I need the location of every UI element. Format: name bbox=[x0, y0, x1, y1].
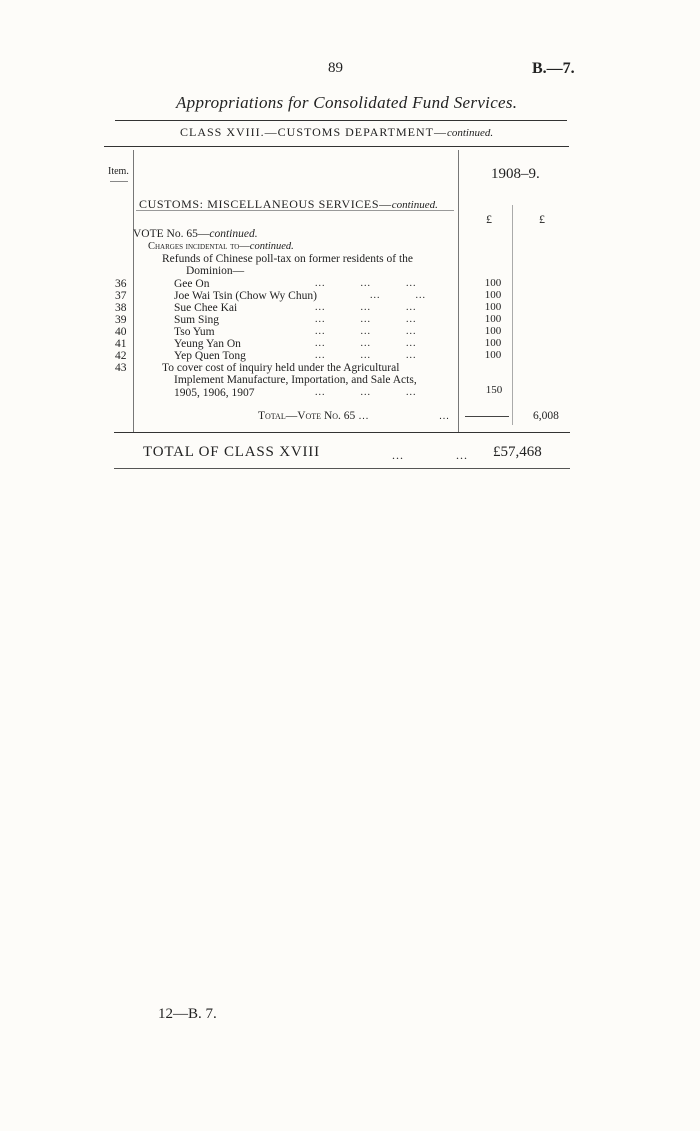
page-heading: Appropriations for Consolidated Fund Services. bbox=[176, 93, 518, 112]
item-number: 38 bbox=[115, 302, 127, 314]
amount-value: 100 bbox=[484, 349, 502, 361]
table-bottom-rule bbox=[114, 432, 570, 433]
class-title-suffix: continued. bbox=[446, 127, 494, 139]
amount-value: 100 bbox=[484, 289, 502, 301]
refunds-description-line-1: Refunds of Chinese poll-tax on former residents of the bbox=[162, 253, 414, 265]
item-column-rule bbox=[133, 150, 134, 432]
heading-rule bbox=[115, 120, 567, 121]
vote-heading-main: VOTE No. 65— bbox=[133, 228, 210, 240]
vote-heading-suffix: continued. bbox=[209, 228, 258, 240]
leader-dots: ... ... ... bbox=[315, 326, 417, 337]
item-number: 43 bbox=[115, 362, 127, 374]
amount-value: 100 bbox=[484, 301, 502, 313]
signature-mark: 12—B. 7. bbox=[158, 1006, 217, 1022]
class-total-amount: £57,468 bbox=[493, 444, 542, 460]
currency-symbol-right: £ bbox=[539, 212, 545, 226]
payee-name: Yep Quen Tong bbox=[174, 350, 246, 362]
leader-dots: ... ... bbox=[370, 290, 426, 301]
class-title-main: CLASS XVIII.—CUSTOMS DEPARTMENT— bbox=[180, 125, 447, 139]
leader-dots: ... ... ... bbox=[315, 338, 417, 349]
grand-total-rule bbox=[114, 468, 570, 469]
leader-dots: ... ... ... bbox=[315, 387, 417, 398]
item-number: 39 bbox=[115, 314, 127, 326]
amount-value: 100 bbox=[484, 277, 502, 289]
inquiry-description-line-2: Implement Manufacture, Importation, and Sale Acts, bbox=[174, 374, 417, 386]
class-title bbox=[180, 125, 493, 140]
class-title-rule bbox=[104, 146, 569, 147]
vote-total-amount: 6,008 bbox=[533, 410, 559, 422]
payee-name: Gee On bbox=[174, 278, 210, 290]
subtotal-column-rule bbox=[512, 205, 513, 425]
refunds-description-line-2: Dominion— bbox=[186, 265, 245, 277]
year-header: 1908–9. bbox=[491, 166, 540, 182]
item-number: 42 bbox=[115, 350, 127, 362]
amount-value: 100 bbox=[484, 337, 502, 349]
vote-total-text: Total—Vote No. 65 bbox=[258, 410, 356, 422]
document-reference: B.—7. bbox=[532, 60, 575, 77]
leader-dots: ... ... bbox=[355, 411, 450, 422]
amount-value: 100 bbox=[484, 313, 502, 325]
item-number: 41 bbox=[115, 338, 127, 350]
item-number: 37 bbox=[115, 290, 127, 302]
item-header-underline bbox=[110, 181, 128, 182]
inquiry-description-line-1: To cover cost of inquiry held under the Agricultural bbox=[162, 362, 400, 374]
leader-dots: ... ... ... bbox=[315, 350, 417, 361]
class-total-label: TOTAL OF CLASS XVIII bbox=[143, 444, 320, 460]
leader-dots: ... ... ... bbox=[315, 314, 417, 325]
inquiry-description-line-3: 1905, 1906, 1907 bbox=[174, 387, 255, 399]
leader-dots: ... ... ... bbox=[315, 278, 417, 289]
amount-value: 100 bbox=[484, 325, 502, 337]
subtotal-rule bbox=[465, 416, 509, 417]
payee-name: Sue Chee Kai bbox=[174, 302, 238, 314]
section-title-suffix: continued. bbox=[391, 199, 438, 211]
amount-value: 150 bbox=[485, 384, 503, 396]
vote-total-label bbox=[258, 410, 450, 422]
charges-heading bbox=[148, 241, 294, 252]
charges-heading-suffix: continued. bbox=[249, 241, 294, 252]
item-number: 36 bbox=[115, 278, 127, 290]
payee-name: Sum Sing bbox=[174, 314, 220, 326]
item-column-header: Item. bbox=[108, 166, 129, 177]
leader-dots: ... ... ... bbox=[315, 302, 417, 313]
leader-dots: ... ... bbox=[392, 448, 468, 462]
payee-name: Joe Wai Tsin (Chow Wy Chun) bbox=[174, 290, 317, 302]
vote-heading bbox=[133, 228, 258, 240]
payee-name: Yeung Yan On bbox=[174, 338, 241, 350]
section-title bbox=[139, 197, 438, 212]
charges-heading-main: Charges incidental to— bbox=[148, 241, 250, 252]
amount-column-rule bbox=[458, 150, 459, 432]
page-number: 89 bbox=[328, 60, 343, 76]
currency-symbol-left: £ bbox=[486, 212, 492, 226]
payee-name: Tso Yum bbox=[174, 326, 215, 338]
item-number: 40 bbox=[115, 326, 127, 338]
section-title-main: CUSTOMS: MISCELLANEOUS SERVICES— bbox=[139, 197, 392, 211]
